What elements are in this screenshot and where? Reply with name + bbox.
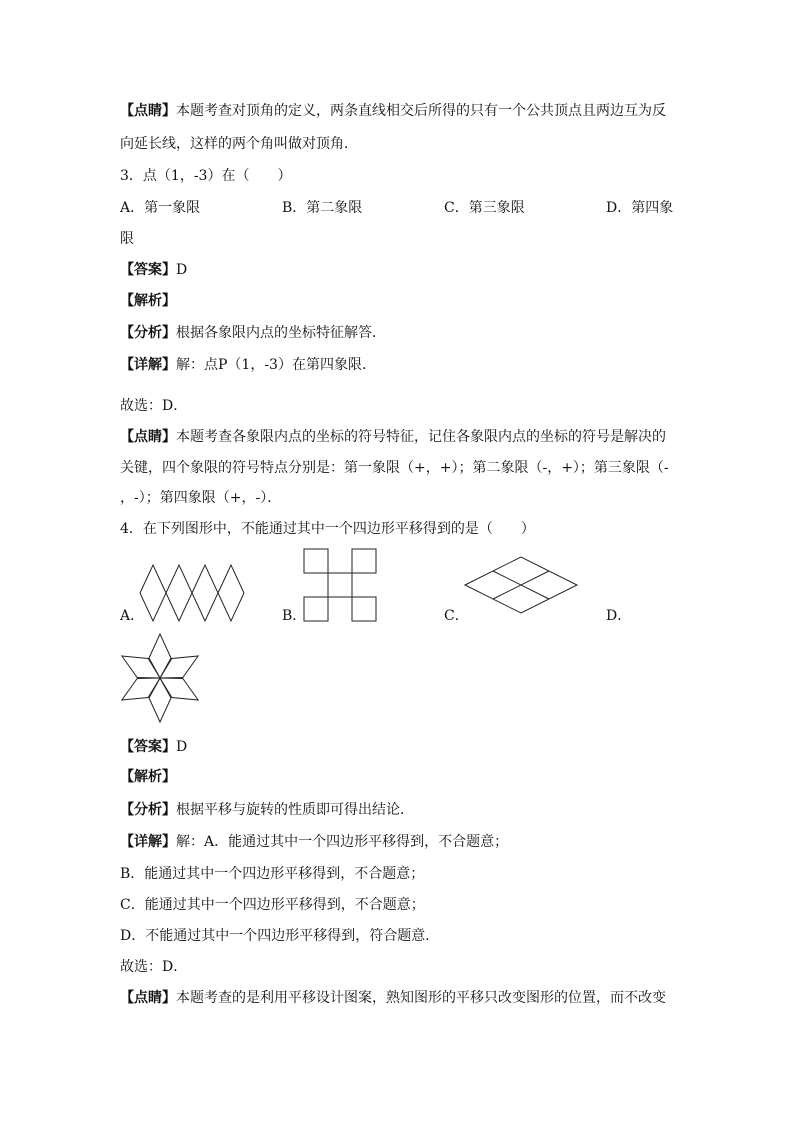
q3-option-a: A．第一象限: [120, 200, 201, 216]
q3-dianjing-2: 关键，四个象限的符号特点分别是：第一象限（+，+）；第二象限（-，+）；第三象限（-: [120, 460, 669, 476]
square-top-left: [304, 549, 328, 573]
square-top-right: [352, 549, 376, 573]
fenxi-tag: 【分析】: [120, 802, 176, 818]
figure-b-squares: [304, 549, 376, 621]
q3-option-b: B．第二象限: [282, 200, 363, 216]
xiangjie-text: 解：点P（1，-3）在第四象限．: [176, 357, 376, 373]
dianjing-text: 本题考查对顶角的定义，两条直线相交后所得的只有一个公共顶点且两边互为反: [176, 103, 666, 119]
xiangjie-text: 解：A．能通过其中一个四边形平移得到，不合题意；: [176, 834, 509, 850]
square-bottom-right: [352, 597, 376, 621]
fenxi-text: 根据各象限内点的坐标特征解答．: [176, 325, 386, 341]
answer-value: D: [176, 739, 188, 755]
answer-tag: 【答案】: [120, 739, 176, 755]
rhombus-4: [218, 565, 244, 621]
dianjing-paragraph-1: [120, 101, 666, 121]
q4-option-b-label: B．: [282, 608, 307, 624]
q4-option-a-label: A．: [120, 608, 145, 624]
star-rhombuses: [116, 634, 203, 722]
q4-line-b: B．能通过其中一个四边形平移得到，不合题意；: [120, 866, 425, 882]
dianjing-paragraph-1-cont: 向延长线，这样的两个角叫做对顶角．: [120, 136, 358, 152]
answer-tag: 【答案】: [120, 262, 176, 278]
square-center: [328, 573, 352, 597]
q4-analysis-tag: 【解析】: [120, 769, 176, 785]
question-3-stem: 3．点（1，-3）在（ ）: [120, 168, 292, 184]
q3-xiangjie: [120, 355, 376, 375]
dianjing-text: 本题考查各象限内点的坐标的符号特征，记住各象限内点的坐标的符号是解决的: [176, 429, 666, 445]
q4-fenxi: [120, 800, 414, 820]
q4-guxuan: 故选：D．: [120, 959, 188, 975]
xiangjie-tag: 【详解】: [120, 834, 176, 850]
q4-dianjing: [120, 988, 666, 1008]
q3-option-d-wrap: 限: [120, 231, 134, 247]
fenxi-text: 根据平移与旋转的性质即可得出结论．: [176, 802, 414, 818]
q3-answer: [120, 260, 187, 280]
q4-line-d: D．不能通过其中一个四边形平移得到，符合题意．: [120, 928, 440, 944]
q3-dianjing-3: ，-）；第四象限（+，-）．: [120, 490, 282, 506]
figure-d-rhombus-star: [118, 630, 202, 726]
dianjing-text: 本题考查的是利用平移设计图案，熟知图形的平移只改变图形的位置，而不改变: [176, 990, 666, 1006]
q3-option-c: C．第三象限: [444, 200, 525, 216]
q4-option-c-label: C．: [444, 608, 469, 624]
q3-dianjing-1: [120, 427, 666, 447]
rhombus-3: [192, 565, 218, 621]
q3-guxuan: 故选：D．: [120, 398, 188, 414]
fenxi-tag: 【分析】: [120, 325, 176, 341]
answer-value: D: [176, 262, 188, 278]
q4-xiangjie: [120, 832, 508, 852]
q3-option-d: D．第四象: [606, 200, 674, 216]
dianjing-tag: 【点睛】: [120, 990, 176, 1006]
q4-option-d-label: D．: [606, 608, 632, 624]
question-4-stem: 4．在下列图形中，不能通过其中一个四边形平移得到的是（ ）: [120, 521, 535, 537]
q4-answer: [120, 737, 187, 757]
q4-line-c: C．能通过其中一个四边形平移得到，不合题意；: [120, 897, 425, 913]
rhombus-2: [166, 565, 192, 621]
square-bottom-left: [304, 597, 328, 621]
dianjing-tag: 【点睛】: [120, 429, 176, 445]
figure-c-split-rhombus: [465, 557, 577, 613]
figure-a-rhombus-row: [140, 565, 244, 621]
q3-analysis-tag: 【解析】: [120, 293, 176, 309]
xiangjie-tag: 【详解】: [120, 357, 176, 373]
q3-fenxi: [120, 323, 386, 343]
dianjing-tag: 【点睛】: [120, 103, 176, 119]
